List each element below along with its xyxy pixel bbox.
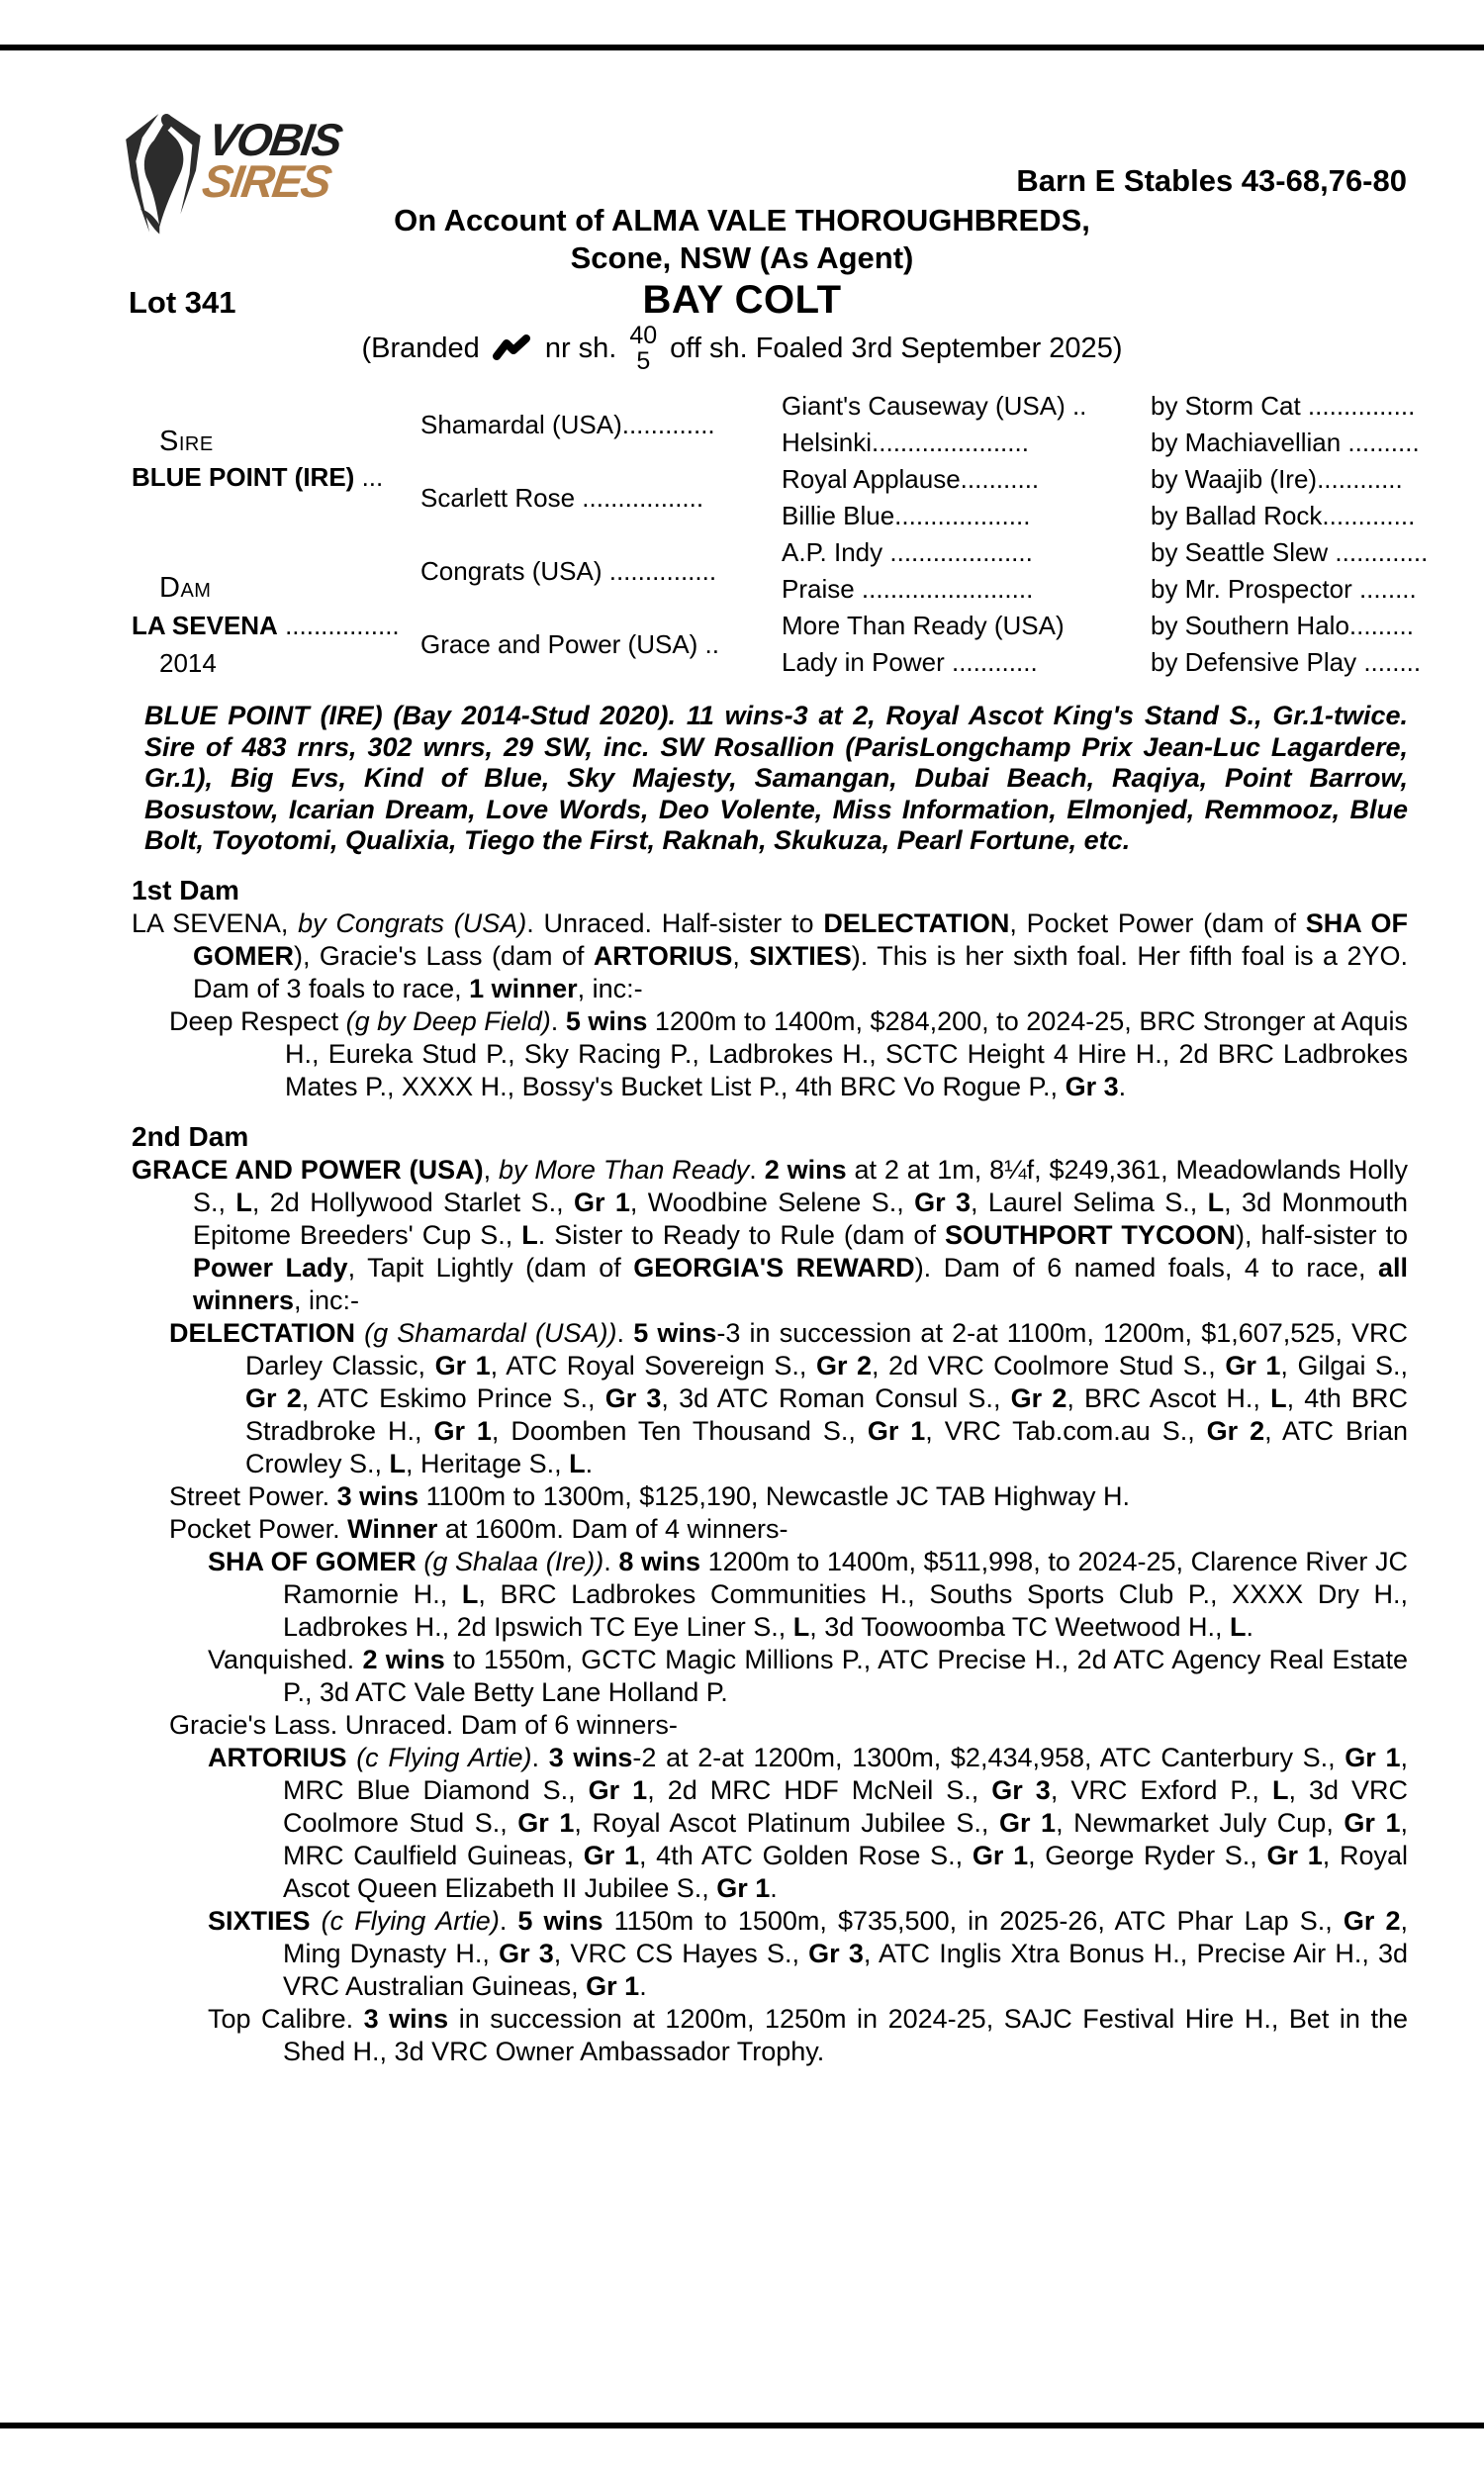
section-heading: 2nd Dam xyxy=(132,1120,249,1152)
pedigree-paragraph: GRACE AND POWER (USA), by More Than Ready. 2 wins at 2 at 1m, 8¼f, $249,361, Meadowlands Holly S., L, 2d Hollywood Starlet S., Gr 1, Woodbine Selene S., Gr 3, Laurel Selima S., L, 3d Monmouth Epitome Breeders' Cup S., L. Sister to Ready to Rule (dam of SOUTHPORT TYCOON), half-sister to Power Lady, Tapit Lightly (dam of GEORGIA'S REWARD). Dam of 6 named foals, 4 to race, all winners, inc:- xyxy=(132,1154,1409,1315)
gen2-name: Grace and Power (USA) .. xyxy=(420,629,719,659)
gen3-name: Lady in Power ............ xyxy=(782,647,1038,677)
gen3-row xyxy=(782,644,1422,681)
gen3-row xyxy=(782,608,1414,644)
dam-section xyxy=(132,874,1408,1103)
pedigree-paragraph: Street Power. 3 wins 1100m to 1300m, $125,190, Newcastle JC TAB Highway H. xyxy=(169,1480,1130,1511)
vendor-account: On Account of ALMA VALE THOROUGHBREDS, xyxy=(394,203,1090,238)
gen3-sire: by Machiavellian .......... xyxy=(1151,428,1420,457)
content-column xyxy=(132,388,1429,2068)
pedigree-paragraph: Vanquished. 2 wins to 1550m, GCTC Magic Millions P., ATC Precise H., 2d ATC Agency Real Estate P., 3d ATC Vale Betty Lane Holland P. xyxy=(208,1644,1409,1707)
brand-line xyxy=(0,323,1484,374)
brand-number xyxy=(629,323,657,374)
pedigree-paragraph: Deep Respect (g by Deep Field). 5 wins 1200m to 1400m, $284,200, to 2024-25, BRC Stronger at Aquis H., Eureka Stud P., Sky Racing P., Ladbrokes H., SCTC Height 4 Hire H., 2d BRC Ladbrokes Mates P., XXXX H., Bossy's Bucket List P., 4th BRC Vo Rogue P., Gr 3. xyxy=(169,1005,1409,1101)
gen2-name: Shamardal (USA)............. xyxy=(420,410,715,439)
page-title: BAY COLT xyxy=(642,278,842,322)
brand-number-bottom: 5 xyxy=(636,347,651,375)
pedigree-paragraph: ARTORIUS (c Flying Artie). 3 wins-2 at 2-at 1200m, 1300m, $2,434,958, ATC Canterbury S., Gr 1, MRC Blue Diamond S., Gr 1, 2d MRC HDF McNeil S., Gr 3, VRC Exford P., L, 3d VRC Coolmore Stud S., Gr 1, Royal Ascot Platinum Jubilee S., Gr 1, Newmarket July Cup, Gr 1, MRC Caulfield Guineas, Gr 1, 4th ATC Golden Rose S., Gr 1, George Ryder S., Gr 1, Royal Ascot Queen Elizabeth II Jubilee S., Gr 1. xyxy=(208,1742,1409,1903)
dam-year: 2014 xyxy=(159,648,217,678)
pedigree-paragraph: SHA OF GOMER (g Shalaa (Ire)). 8 wins 1200m to 1400m, $511,998, to 2024-25, Clarence River JC Ramornie H., L, BRC Ladbrokes Communities H., Souths Sports Club P., XXXX Dry H., Ladbrokes H., 2d Ipswich TC Eye Liner S., L, 3d Toowoomba TC Weetwood H., L. xyxy=(208,1546,1408,1642)
dam-section xyxy=(132,1120,1408,2068)
gen3-row xyxy=(782,534,1429,571)
gen2-name: Congrats (USA) ............... xyxy=(420,556,717,586)
logo-word-vobis: VOBIS xyxy=(205,114,344,165)
pedigree-paragraph: Gracie's Lass. Unraced. Dam of 6 winners- xyxy=(169,1709,678,1740)
dam-label: Dam xyxy=(159,572,212,604)
gen3-row xyxy=(782,388,1416,425)
gen3-name: Praise ........................ xyxy=(782,574,1034,604)
pedigree-paragraph: Pocket Power. Winner at 1600m. Dam of 4 winners- xyxy=(169,1513,788,1544)
sire-label: Sire xyxy=(159,426,214,457)
logo-word-sires: SIRES xyxy=(199,155,333,207)
bottom-rule xyxy=(0,2423,1484,2428)
brand-line-nearside: nr sh. xyxy=(544,332,617,364)
gen3-sire: by Ballad Rock............. xyxy=(1151,501,1416,530)
brand-number-top: 40 xyxy=(629,322,658,349)
gen3-sire: by Southern Halo......... xyxy=(1151,611,1414,640)
gen3-sire: by Storm Cat ............... xyxy=(1151,391,1416,421)
dam-name: LA SEVENA ................ xyxy=(132,611,400,640)
gen3-row xyxy=(782,461,1408,498)
pedigree-table xyxy=(132,388,1429,685)
brand-line-open: (Branded xyxy=(361,332,480,364)
gen3-sire: by Waajib (Ire)............ xyxy=(1151,464,1403,494)
top-rule xyxy=(0,45,1484,50)
gen2-name: Scarlett Rose ................. xyxy=(420,483,704,513)
gen3-row xyxy=(782,571,1417,608)
section-heading: 1st Dam xyxy=(132,874,239,905)
barn-info: Barn E Stables 43-68,76-80 xyxy=(1016,163,1407,198)
gen3-sire: by Mr. Prospector ........ xyxy=(1151,574,1417,604)
pedigree-paragraph: Top Calibre. 3 wins in succession at 1200m, 1250m in 2024-25, SAJC Festival Hire H., Bet in the Shed H., 3d VRC Owner Ambassador Trophy. xyxy=(208,2003,1409,2066)
gen3-row xyxy=(782,498,1416,534)
brand-line-close: off sh. Foaled 3rd September 2025) xyxy=(670,332,1123,364)
gen3-name: Billie Blue................... xyxy=(782,501,1031,530)
gen3-name: A.P. Indy .................... xyxy=(782,537,1033,567)
gen3-name: More Than Ready (USA) xyxy=(782,611,1065,640)
sire-summary-paragraph: BLUE POINT (IRE) (Bay 2014-Stud 2020). 11 wins-3 at 2, Royal Ascot King's Stand S., Gr.1-twice. Sire of 483 rnrs, 302 wnrs, 29 SW, inc. SW Rosallion (ParisLongchamp Prix Jean-Luc Lagardere, Gr.1), Big Evs, Kind of Blue, Sky Majesty, Samangan, Dubai Beach, Raqiya, Point Barrow, Bosustow, Icarian Dream, Love Words, Deo Volente, Miss Information, Elmonjed, Remmooz, Blue Bolt, Toyotomi, Qualixia, Tiego the First, Raknah, Skukuza, Pearl Fortune, etc. xyxy=(144,701,1408,855)
brand-mark-icon xyxy=(493,334,532,362)
gen3-name: Royal Applause........... xyxy=(782,464,1040,494)
gen3-sire: by Seattle Slew ............. xyxy=(1151,537,1429,567)
logo-wordmark xyxy=(199,114,344,207)
sire-name: BLUE POINT (IRE) ... xyxy=(132,462,384,492)
vendor-location: Scone, NSW (As Agent) xyxy=(570,240,914,275)
pedigree-paragraph: DELECTATION (g Shamardal (USA)). 5 wins-3 in succession at 2-at 1100m, 1200m, $1,607,525, VRC Darley Classic, Gr 1, ATC Royal Sovereign S., Gr 2, 2d VRC Coolmore Stud S., Gr 1, Gilgai S., Gr 2, ATC Eskimo Prince S., Gr 3, 3d ATC Roman Consul S., Gr 2, BRC Ascot H., L, 4th BRC Stradbroke H., Gr 1, Doomben Ten Thousand S., Gr 1, VRC Tab.com.au S., Gr 2, ATC Brian Crowley S., L, Heritage S., L. xyxy=(169,1317,1409,1478)
pedigree-paragraph: SIXTIES (c Flying Artie). 5 wins 1150m to 1500m, $735,500, in 2025-26, ATC Phar Lap S., Gr 2, Ming Dynasty H., Gr 3, VRC CS Hayes S., Gr 3, ATC Inglis Xtra Bonus H., Precise Air H., 3d VRC Australian Guineas, Gr 1. xyxy=(208,1905,1409,2001)
gen3-row xyxy=(782,425,1420,461)
lot-number: Lot 341 xyxy=(129,285,236,320)
pedigree-paragraph: LA SEVENA, by Congrats (USA). Unraced. Half-sister to DELECTATION, Pocket Power (dam of SHA OF GOMER), Gracie's Lass (dam of ARTORIUS, SIXTIES). This is her sixth foal. Her fifth foal is a 2YO. Dam of 3 foals to race, 1 winner, inc:- xyxy=(132,907,1408,1003)
gen3-sire: by Defensive Play ........ xyxy=(1151,647,1422,677)
gen3-name: Helsinki...................... xyxy=(782,428,1029,457)
gen3-name: Giant's Causeway (USA) .. xyxy=(782,391,1087,421)
progeny-sections xyxy=(132,874,1408,2068)
